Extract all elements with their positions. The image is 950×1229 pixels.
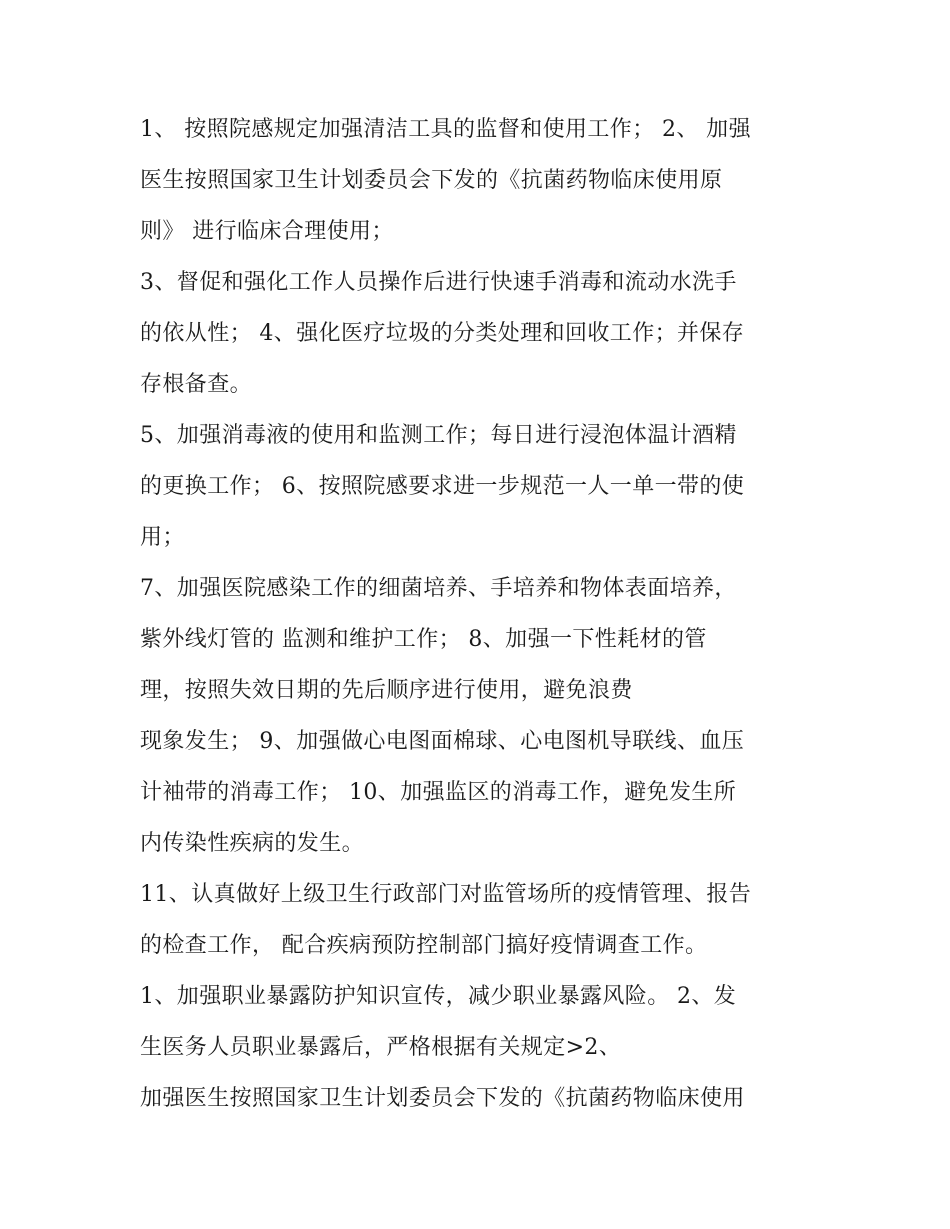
text-line: 的检查工作， 配合疾病预防控制部门搞好疫情调查工作。 <box>140 933 708 958</box>
text-line: 则》 进行临床合理使用； <box>140 219 394 244</box>
text-line: 医生按照国家卫生计划委员会下发的《抗菌药物临床使用原 <box>140 168 723 193</box>
text-line: 理，按照失效日期的先后顺序进行使用，避免浪费 <box>140 678 633 703</box>
text-line: 内传染性疾病的发生。 <box>140 831 365 856</box>
text-line: 紫外线灯管的 监测和维护工作； 8、加强一下性耗材的管 <box>140 627 707 652</box>
text-line: 1、 按照院感规定加强清洁工具的监督和使用工作； 2、 加强 <box>140 117 751 142</box>
text-line: 1、加强职业暴露防护知识宣传，减少职业暴露风险。 2、发 <box>140 984 737 1009</box>
text-line: 加强医生按照国家卫生计划委员会下发的《抗菌药物临床使用 <box>140 1086 745 1111</box>
text-line: 生医务人员职业暴露后，严格根据有关规定>2、 <box>140 1035 622 1060</box>
document-body <box>140 108 830 1128</box>
text-line: 7、加强医院感染工作的细菌培养、手培养和物体表面培养， <box>140 576 737 601</box>
text-line: 的依从性； 4、强化医疗垃圾的分类处理和回收工作；并保存 <box>140 321 745 346</box>
text-line: 存根备查。 <box>140 372 253 397</box>
text-line: 用； <box>140 525 185 550</box>
text-line: 现象发生； 9、加强做心电图面棉球、心电图机导联线、血压 <box>140 729 745 754</box>
text-line: 5、加强消毒液的使用和监测工作；每日进行浸泡体温计酒精 <box>140 423 737 448</box>
text-line: 11、认真做好上级卫生行政部门对监管场所的疫情管理、报告 <box>140 882 752 907</box>
text-line: 3、督促和强化工作人员操作后进行快速手消毒和流动水洗手 <box>140 270 737 295</box>
text-line: 的更换工作； 6、按照院感要求进一步规范一人一单一带的使 <box>140 474 745 499</box>
text-line: 计袖带的消毒工作； 10、加强监区的消毒工作，避免发生所 <box>140 780 737 805</box>
